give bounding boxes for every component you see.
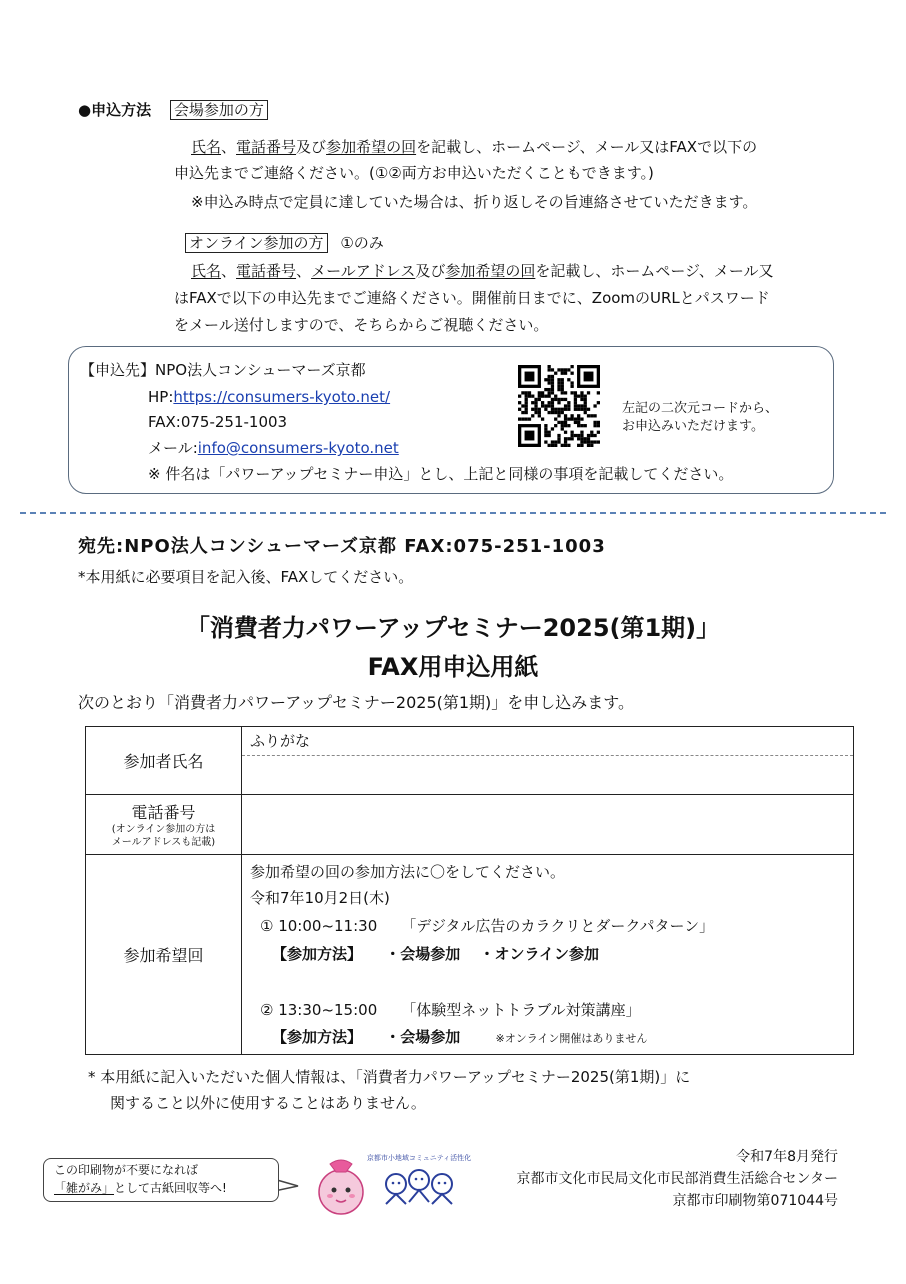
online-label: オンライン参加の方 — [185, 233, 328, 253]
session-1: ① 10:00~11:30 「デジタル広告のカラクリとダークパターン」 — [260, 917, 715, 935]
venue-label: 会場参加の方 — [170, 100, 268, 120]
phone-note-1: (オンライン参加の方は — [111, 824, 216, 835]
session-2: ② 13:30~15:00 「体験型ネットトラブル対策講座」 — [260, 1001, 641, 1019]
session-1-method: 【参加方法】 ・会場参加 ・オンライン参加 — [272, 945, 600, 963]
mascot-icon — [310, 1152, 372, 1218]
phone-note-2: メールアドレスも記載) — [111, 837, 216, 848]
s1-venue-option[interactable]: ・会場参加 — [385, 945, 461, 963]
venue-line2: 申込先までご連絡ください。(①②両方お申込いただくこともできます。) — [174, 164, 654, 182]
application-form — [85, 726, 854, 1055]
s1-online-option[interactable]: ・オンライン参加 — [479, 945, 600, 963]
mail-link[interactable]: info@consumers-kyoto.net — [197, 439, 399, 457]
qr-note: 左記の二次元コードから、 お申込みいただけます。 — [622, 401, 779, 434]
venue-line1: 氏名、電話番号及び参加希望の回を記載し、ホームページ、メール又はFAXで以下の — [191, 138, 758, 156]
recycle-bubble — [43, 1158, 279, 1202]
phone-label-cell — [86, 795, 242, 855]
form-intro: 次のとおり「消費者力パワーアップセミナー2025(第1期)」を申し込みます。 — [78, 693, 635, 712]
contact-heading: 【申込先】NPO法人コンシューマーズ京都 — [80, 361, 366, 379]
recycle-line2: 「雑がみ」として古紙回収等へ! — [54, 1181, 227, 1195]
online-line2: はFAXで以下の申込先までご連絡ください。開催前日までに、ZoomのURLとパスワード — [174, 289, 770, 307]
phone-field[interactable] — [242, 795, 854, 855]
session-label: 参加希望回 — [86, 855, 242, 1055]
recycle-line1: この印刷物が不要になれば — [54, 1163, 199, 1177]
session-cell — [242, 855, 854, 1055]
online-line1: 氏名、電話番号、メールアドレス及び参加希望の回を記載し、ホームページ、メール又 — [191, 262, 774, 280]
online-line3: をメール送付しますので、そちらからご視聴ください。 — [174, 316, 549, 334]
method-heading: ●申込方法 会場参加の方 — [78, 97, 268, 123]
session-2-method: 【参加方法】 ・会場参加 ※オンライン開催はありません — [272, 1028, 648, 1046]
furigana-field[interactable]: ふりがな — [242, 727, 853, 756]
hp-link[interactable]: https://consumers-kyoto.net/ — [173, 388, 391, 406]
name-label: 参加者氏名 — [86, 727, 242, 795]
issue-date: 令和7年8月発行 — [736, 1149, 838, 1165]
name-field[interactable] — [242, 756, 853, 794]
qr-code-icon[interactable] — [518, 365, 600, 447]
cut-line — [20, 512, 886, 514]
name-cell — [242, 727, 854, 795]
contact-note: ※ 件名は「パワーアップセミナー申込」とし、上記と同様の事項を記載してください。 — [148, 465, 734, 483]
fax-instruction: *本用紙に必要項目を記入後、FAXしてください。 — [78, 568, 414, 586]
s2-online-note: ※オンライン開催はありません — [495, 1032, 648, 1045]
session-instruction: 参加希望の回の参加方法に〇をしてください。 — [250, 863, 566, 881]
privacy-line2: 関すること以外に使用することはありません。 — [110, 1094, 426, 1112]
publisher-info — [517, 1146, 838, 1212]
contact-hp: HP:https://consumers-kyoto.net/ — [148, 388, 391, 406]
print-number: 京都市印刷物第071044号 — [672, 1193, 838, 1209]
privacy-line1: * 本用紙に記入いただいた個人情報は、「消費者力パワーアップセミナー2025(第1期)」に — [88, 1068, 691, 1086]
community-logo-icon — [366, 1150, 472, 1214]
online-heading: オンライン参加の方 ①のみ — [185, 230, 384, 256]
form-title: 「消費者力パワーアップセミナー2025(第1期)」 — [185, 614, 721, 642]
publisher-name: 京都市文化市民局文化市民部消費生活総合センター — [516, 1171, 838, 1187]
contact-mail: メール:info@consumers-kyoto.net — [148, 439, 399, 457]
venue-line3: ※申込み時点で定員に達していた場合は、折り返しその旨連絡させていただきます。 — [191, 193, 758, 211]
session-date: 令和7年10月2日(木) — [250, 889, 390, 907]
fax-destination: 宛先:NPO法人コンシューマーズ京都 FAX:075-251-1003 — [78, 536, 606, 557]
s2-venue-option[interactable]: ・会場参加 — [385, 1028, 461, 1046]
contact-fax: FAX:075-251-1003 — [148, 413, 288, 431]
form-subtitle: FAX用申込用紙 — [367, 653, 539, 681]
phone-label: 電話番号 — [131, 803, 196, 822]
community-logo-text: 京都市小地域コミュニティ活性化 — [366, 1154, 472, 1162]
